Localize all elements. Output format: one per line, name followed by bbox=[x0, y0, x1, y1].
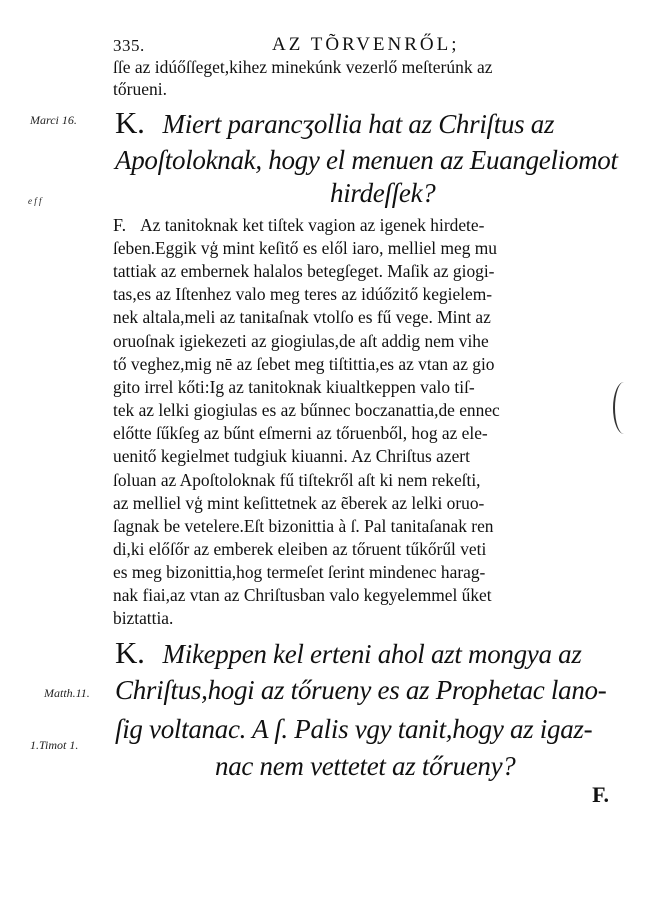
answer-1-marker: F. bbox=[113, 215, 127, 235]
answer-1-line-3: tattiak az embernek halalos betegſeget. Maſik az giogi- bbox=[113, 261, 495, 281]
answer-1-line-8: gito irrel kőti:Ig az tanitoknak kiualtkeppen valo tiſ- bbox=[113, 377, 475, 397]
answer-1-line-18: biztattia. bbox=[113, 608, 174, 628]
margin-note-matth: Matth.11. bbox=[44, 686, 90, 700]
question-1-line-1 bbox=[115, 106, 554, 141]
answer-1-line-15: di,ki előſőr az emberek eleiben az tőruent tűkőrűl veti bbox=[113, 539, 487, 559]
answer-1-line-10: előtte ſűkſeg az bűnt eſmerni az tőruenből, hog az ele- bbox=[113, 423, 488, 443]
question-1-text-1: Miert parancʒollia hat az Chriſtus az bbox=[162, 109, 555, 139]
running-head: AZ TÕRVENRŐL; bbox=[272, 34, 460, 55]
question-1-line-3: hirdeſſek? bbox=[330, 178, 436, 208]
question-2-line-4: nac nem vettetet az tőrueny? bbox=[215, 751, 516, 781]
margin-note-timot: 1.Timot 1. bbox=[30, 738, 79, 752]
intro-line-2: tőrueni. bbox=[113, 79, 167, 99]
question-2-text-1: Mikeppen kel erteni ahol azt mongya az bbox=[162, 639, 582, 669]
answer-1-line-5: nek altala,meli az taniȶaſnak vtolſo es fű vege. Mint az bbox=[113, 307, 491, 327]
catchword: F. bbox=[592, 782, 609, 807]
page-number: 335. bbox=[113, 36, 145, 55]
answer-1-line-17: nak fiai,az vtan az Chriſtusban valo kegyelemmel űket bbox=[113, 585, 492, 605]
margin-note-mark: e f f bbox=[28, 196, 42, 206]
answer-1-line-12: ſoluan az Apoſtoloknak fű tiſtekről aſt ki nem rekeſti, bbox=[113, 470, 481, 490]
answer-1-line-1 bbox=[113, 214, 484, 236]
answer-1-text-1: Az tanitoknak ket tiſtek vagion az igenek hirdete- bbox=[140, 215, 485, 235]
question-2-line-1 bbox=[115, 636, 582, 671]
answer-1-line-11: uenitő kegielmet tudgiuk kiuanni. Az Chriſtus azert bbox=[113, 446, 470, 466]
question-2-line-3: ſig voltanac. A ſ. Palis vgy tanit,hogy az igaz- bbox=[115, 714, 593, 744]
answer-1-line-16: es meg bizonittia,hog termeſet ſerint mindenec harag- bbox=[113, 562, 486, 582]
question-2-line-2: Chriſtus,hogi az tőrueny es az Prophetac lano- bbox=[115, 675, 607, 705]
margin-note-marci: Marci 16. bbox=[30, 113, 77, 127]
page-header bbox=[0, 32, 645, 56]
answer-1-line-9: tek az lelki giogiulas es az bűnnec boczanattia,de ennec bbox=[113, 400, 500, 420]
answer-1-line-6: oruoſnak igiekezeti az giogiulas,de aſt addig nem vihe bbox=[113, 331, 489, 351]
answer-1-line-7: tő veghez,mig nē az ſebet meg tiſtittia,es az vtan az gio bbox=[113, 354, 495, 374]
answer-1-line-4: tas,es az Iſtenhez valo meg teres az idúőzitő kegielem- bbox=[113, 284, 493, 304]
intro-line-1: ſſe az idúőſſeget,kihez minekúnk vezerlő meſterúnk az bbox=[113, 57, 493, 77]
answer-1-line-14: ſagnak be vetelere.Eſt bizonittia à ſ. Pal tanitaſanak ren bbox=[113, 516, 494, 536]
page-edge-mark bbox=[613, 382, 635, 434]
question-2-marker: K. bbox=[115, 635, 145, 670]
answer-1-line-13: az melliel vģ mint keſittetnek az ẽberek az lelki oruo- bbox=[113, 493, 485, 513]
answer-1-line-2: ſeben.Eggik vģ mint keſitő es elől iaro, melliel meg mu bbox=[113, 238, 497, 258]
question-1-line-2: Apoſtoloknak, hogy el menuen az Euangeliomot bbox=[115, 145, 618, 175]
question-1-marker: K. bbox=[115, 105, 145, 140]
